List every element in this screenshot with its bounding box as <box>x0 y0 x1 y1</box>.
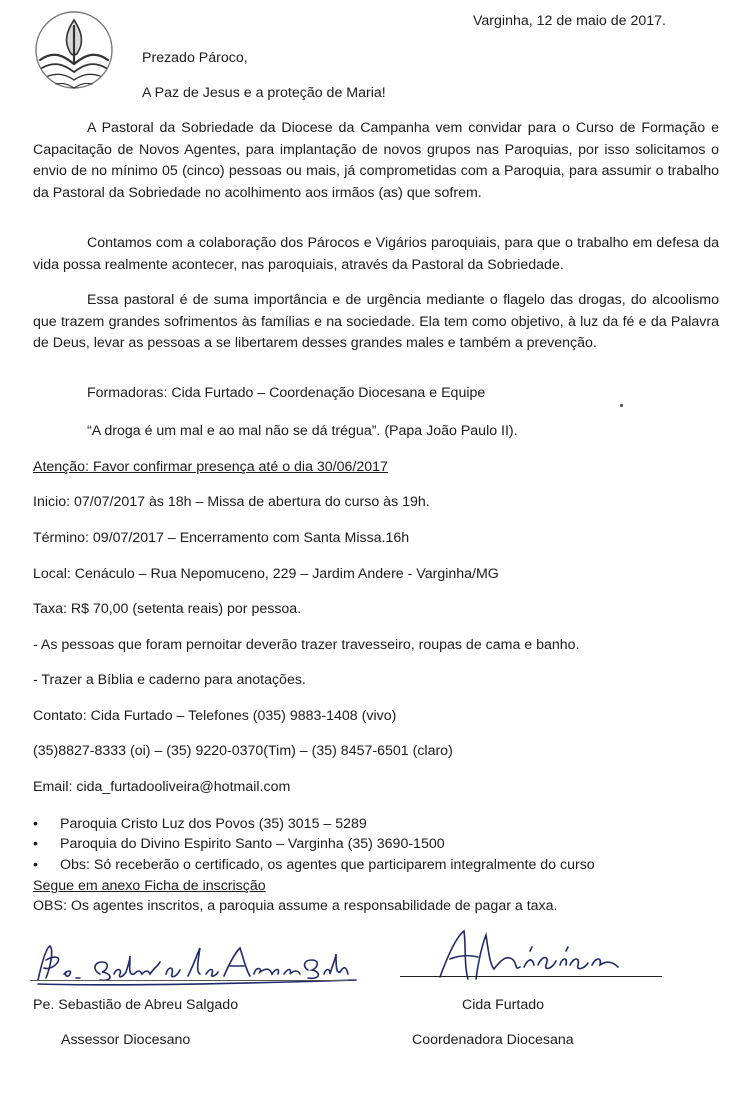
email-line: Email: cida_furtadooliveira@hotmail.com <box>33 779 291 795</box>
signature-line-left <box>30 980 348 981</box>
paragraph-importance-text: Essa pastoral é de suma importância e de urgência mediante o flagelo das drogas, do alcoolismo que trazem grandes sofrimentos às famílias e na sociedade. Ela tem como objetivo, à luz da fé e da Palavra de Deus, levar as pessoas a se libertarem desses grandes males e também a prevenção. <box>33 292 719 352</box>
list-item <box>33 857 595 873</box>
right-signer-role: Coordenadora Diocesana <box>412 1032 574 1048</box>
pastoral-logo-icon <box>26 6 122 98</box>
location-line: Local: Cenáculo – Rua Nepomuceno, 229 – Jardim Andere - Varginha/MG <box>33 566 499 582</box>
list-item <box>33 836 445 852</box>
end-line: Término: 09/07/2017 – Encerramento com Santa Missa.16h <box>33 530 410 546</box>
bible-note: - Trazer a Bíblia e caderno para anotações. <box>33 672 306 688</box>
left-signer-name: Pe. Sebastião de Abreu Salgado <box>33 997 239 1013</box>
greeting: A Paz de Jesus e a proteção de Maria! <box>142 85 386 101</box>
signature-left-icon <box>30 940 360 990</box>
fee-line: Taxa: R$ 70,00 (setenta reais) por pessoa. <box>33 601 302 617</box>
quote-line: “A droga é um mal e ao mal não se dá trégua”. (Papa João Paulo II). <box>87 423 518 439</box>
paragraph-collaboration <box>33 233 719 276</box>
paragraph-collaboration-text: Contamos com a colaboração dos Párocos e Vigários paroquiais, para que o trabalho em defesa da vida possa realmente acontecer, nas paroquiais, através da Pastoral da Sobriedade. <box>33 235 719 273</box>
salutation: Prezado Pároco, <box>142 50 248 66</box>
right-signer-name: Cida Furtado <box>462 997 545 1013</box>
obs-line: OBS: Os agentes inscritos, a paroquia assume a responsabilidade de pagar a taxa. <box>33 898 558 914</box>
start-line: Inicio: 07/07/2017 às 18h – Missa de abertura do curso às 19h. <box>33 494 430 510</box>
paragraph-invitation <box>33 118 719 205</box>
list-item-text: Paroquia Cristo Luz dos Povos (35) 3015 – 5289 <box>60 816 367 832</box>
formadoras-line: Formadoras: Cida Furtado – Coordenação Diocesana e Equipe <box>87 385 486 401</box>
bullet-icon: • <box>33 836 38 852</box>
paragraph-invitation-text: A Pastoral da Sobriedade da Diocese da Campanha vem convidar para o Curso de Formação e Capacitação de Novos Agentes, para implantação de novos grupos nas Paroquias, por isso solicitamos o envio de no mínimo 05 (cinco) pessoas ou mais, já comprometidas com a Paroquia, para assumir o trabalho da Pastoral da Sobriedade no acolhimento aos irmãos (as) que sofrem. <box>33 120 719 202</box>
scan-speck <box>620 404 623 407</box>
paragraph-importance <box>33 290 719 355</box>
signature-line-right <box>400 976 662 977</box>
attention-line: Atenção: Favor confirmar presença até o dia 30/06/2017 <box>33 459 388 475</box>
bullet-icon: • <box>33 816 38 832</box>
letter-date: Varginha, 12 de maio de 2017. <box>473 13 666 29</box>
annex-line: Segue em anexo Ficha de inscrisção <box>33 878 266 894</box>
list-item-text: Paroquia do Divino Espirito Santo – Varginha (35) 3690-1500 <box>60 836 445 852</box>
bullet-icon: • <box>33 857 38 873</box>
contact-line: Contato: Cida Furtado – Telefones (035) 9883-1408 (vivo) <box>33 708 397 724</box>
left-signer-role: Assessor Diocesano <box>61 1032 191 1048</box>
overnight-note: - As pessoas que foram pernoitar deverão trazer travesseiro, roupas de cama e banho. <box>33 637 580 653</box>
list-item <box>33 816 367 832</box>
phones-line: (35)8827-8333 (oi) – (35) 9220-0370(Tim) – (35) 8457-6501 (claro) <box>33 743 453 759</box>
list-item-text: Obs: Só receberão o certificado, os agentes que participarem integralmente do curso <box>60 857 595 873</box>
